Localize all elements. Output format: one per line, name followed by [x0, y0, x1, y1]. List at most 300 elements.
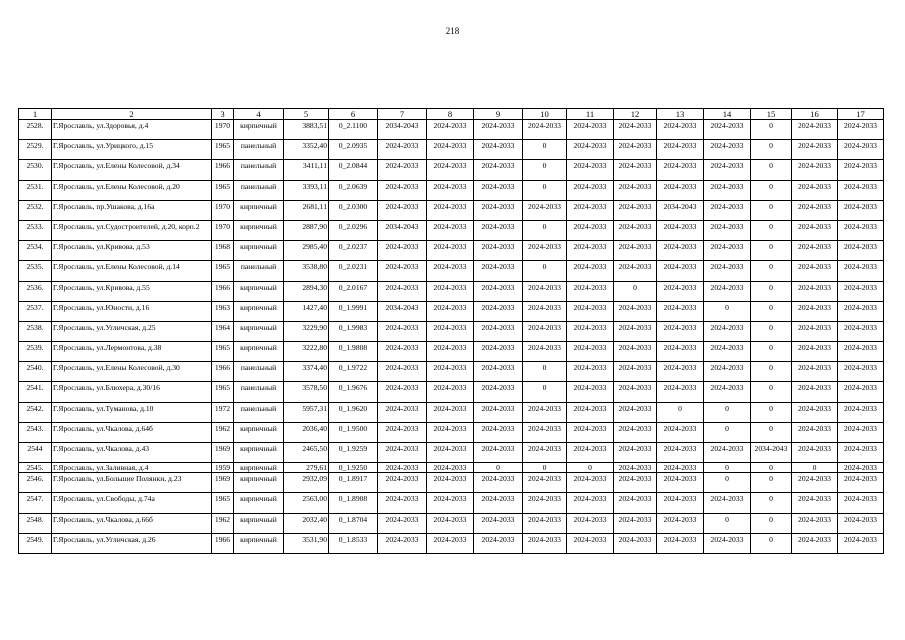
table-cell: 2024-2033: [838, 422, 884, 442]
column-header-10: 10: [523, 109, 567, 120]
page-number: 218: [445, 26, 460, 36]
table-cell: 2024-2033: [378, 281, 427, 301]
table-cell: 2024-2033: [838, 513, 884, 533]
table-cell: 2024-2033: [567, 402, 614, 422]
table-cell: 2024-2033: [704, 261, 751, 281]
table-cell: 2024-2033: [792, 513, 838, 533]
table-cell: 1970: [212, 120, 234, 140]
table-cell: 0_1.8908: [329, 493, 378, 513]
table-cell: 2024-2033: [427, 463, 474, 473]
table-cell: 0_1.8533: [329, 533, 378, 553]
table-cell: 0_1.9722: [329, 362, 378, 382]
table-cell: 2024-2033: [657, 533, 704, 553]
table-cell: кирпичный: [234, 301, 284, 321]
table-cell: 2024-2033: [427, 241, 474, 261]
address-cell: Г.Ярославль, ул.Заливная, д.4: [52, 463, 212, 473]
table-cell: 1965: [212, 261, 234, 281]
table-cell: 2024-2033: [704, 321, 751, 341]
table-row: [19, 422, 884, 442]
table-cell: 2535.: [19, 261, 52, 281]
table-cell: 0: [792, 463, 838, 473]
table-cell: 2024-2033: [838, 342, 884, 362]
table-row: [19, 241, 884, 261]
table-cell: 0_2.1100: [329, 120, 378, 140]
table-cell: 2024-2033: [523, 120, 567, 140]
table-cell: 2024-2033: [704, 220, 751, 240]
table-cell: 2024-2033: [838, 261, 884, 281]
table-cell: 2024-2033: [474, 200, 523, 220]
address-cell: Г.Ярославль, ул.Елены Колесовой, д.30: [52, 362, 212, 382]
table-cell: кирпичный: [234, 422, 284, 442]
table-cell: 2542.: [19, 402, 52, 422]
table-cell: 2024-2033: [567, 533, 614, 553]
column-header-1: 1: [19, 109, 52, 120]
table-cell: 2024-2033: [657, 180, 704, 200]
table-cell: 2024-2033: [523, 402, 567, 422]
table-cell: 2024-2033: [427, 321, 474, 341]
table-cell: 2024-2033: [657, 241, 704, 261]
table-cell: 2024-2033: [657, 160, 704, 180]
table-cell: 2024-2033: [427, 513, 474, 533]
table-cell: 2024-2033: [838, 140, 884, 160]
table-cell: 2024-2033: [792, 200, 838, 220]
table-cell: 0: [523, 180, 567, 200]
table-cell: 1963: [212, 301, 234, 321]
table-cell: 2024-2033: [792, 443, 838, 463]
table-cell: 1965: [212, 493, 234, 513]
table-body: [19, 120, 884, 554]
table-cell: 2024-2033: [427, 200, 474, 220]
table-cell: 2024-2033: [657, 362, 704, 382]
table-cell: 0_1.9259: [329, 443, 378, 463]
table-cell: 0: [523, 362, 567, 382]
table-cell: 0_2.0844: [329, 160, 378, 180]
table-cell: 2024-2033: [792, 321, 838, 341]
table-row: [19, 493, 884, 513]
table-cell: 2024-2033: [474, 342, 523, 362]
table-cell: 2024-2033: [523, 200, 567, 220]
table-cell: 2024-2033: [567, 493, 614, 513]
table-cell: 2024-2033: [657, 342, 704, 362]
table-cell: 2024-2033: [378, 362, 427, 382]
column-header-6: 6: [329, 109, 378, 120]
table-cell: 2036,40: [284, 422, 329, 442]
table-cell: 2024-2033: [614, 533, 657, 553]
table-cell: 2024-2033: [523, 342, 567, 362]
table-cell: 2024-2033: [657, 443, 704, 463]
table-cell: 2529.: [19, 140, 52, 160]
table-cell: 2024-2033: [792, 382, 838, 402]
table-cell: 3411,11: [284, 160, 329, 180]
table-cell: 0: [751, 382, 792, 402]
table-cell: 2034-2043: [378, 120, 427, 140]
table-cell: 2024-2033: [378, 422, 427, 442]
table-cell: 2024-2033: [427, 422, 474, 442]
table-cell: 2024-2033: [378, 200, 427, 220]
table-cell: 2024-2033: [792, 402, 838, 422]
table-cell: 2887,90: [284, 220, 329, 240]
table-cell: 0: [751, 362, 792, 382]
address-cell: Г.Ярославль, ул.Угличская, д.26: [52, 533, 212, 553]
table-cell: 3578,50: [284, 382, 329, 402]
table-cell: 2024-2033: [792, 160, 838, 180]
column-header-17: 17: [838, 109, 884, 120]
table-row: [19, 261, 884, 281]
table-cell: 2894,30: [284, 281, 329, 301]
table-cell: 2024-2033: [523, 422, 567, 442]
table-cell: 2024-2033: [523, 473, 567, 493]
table-row: [19, 463, 884, 473]
table-cell: 2024-2033: [614, 180, 657, 200]
table-cell: 2024-2033: [614, 443, 657, 463]
table-cell: 2024-2033: [614, 120, 657, 140]
table-cell: 2024-2033: [523, 513, 567, 533]
table-cell: 2024-2033: [657, 463, 704, 473]
table-cell: 0: [704, 301, 751, 321]
table-cell: 2024-2033: [523, 533, 567, 553]
table-cell: 2024-2033: [704, 180, 751, 200]
table-cell: 2034-2043: [378, 220, 427, 240]
table-cell: 1962: [212, 513, 234, 533]
table-cell: 0: [751, 180, 792, 200]
table-cell: 2024-2033: [838, 301, 884, 321]
table-cell: 0: [523, 382, 567, 402]
table-cell: кирпичный: [234, 220, 284, 240]
table-cell: 2024-2033: [704, 342, 751, 362]
table-cell: 0: [751, 220, 792, 240]
table-cell: 0: [523, 140, 567, 160]
table-cell: 2532.: [19, 200, 52, 220]
table-cell: 2024-2033: [474, 473, 523, 493]
table-cell: 2024-2033: [657, 493, 704, 513]
table-cell: 2024-2033: [838, 493, 884, 513]
table-cell: кирпичный: [234, 473, 284, 493]
table-cell: 0: [751, 342, 792, 362]
table-cell: 0: [523, 220, 567, 240]
table-cell: 2539.: [19, 342, 52, 362]
table-cell: 2024-2033: [378, 402, 427, 422]
table-cell: 0_1.9250: [329, 463, 378, 473]
table-cell: 2024-2033: [614, 402, 657, 422]
table-cell: 2024-2033: [657, 422, 704, 442]
table-cell: 2024-2033: [427, 342, 474, 362]
table-cell: 2024-2033: [704, 493, 751, 513]
address-cell: Г.Ярославль, ул.Елены Колесовой, д.20: [52, 180, 212, 200]
table-cell: 1970: [212, 220, 234, 240]
table-cell: 2024-2033: [567, 473, 614, 493]
table-cell: 2024-2033: [614, 493, 657, 513]
table-cell: 2024-2033: [838, 402, 884, 422]
table-cell: 2024-2033: [792, 342, 838, 362]
table-cell: 2537.: [19, 301, 52, 321]
table-cell: 2024-2033: [427, 140, 474, 160]
table-cell: 2024-2033: [614, 220, 657, 240]
table-cell: 2024-2033: [614, 422, 657, 442]
table-cell: 3229,90: [284, 321, 329, 341]
address-cell: Г.Ярославль, ул.Урицкого, д.15: [52, 140, 212, 160]
table-cell: кирпичный: [234, 321, 284, 341]
table-cell: 2024-2033: [523, 321, 567, 341]
table-cell: 2024-2033: [657, 140, 704, 160]
table-cell: 2024-2033: [704, 241, 751, 261]
table-cell: 2024-2033: [567, 200, 614, 220]
table-cell: 2024-2033: [614, 241, 657, 261]
table-cell: панельный: [234, 362, 284, 382]
table-cell: 0: [751, 402, 792, 422]
table-cell: кирпичный: [234, 281, 284, 301]
table-cell: 2024-2033: [657, 120, 704, 140]
table-cell: кирпичный: [234, 463, 284, 473]
table-cell: 3538,80: [284, 261, 329, 281]
table-cell: 2024-2033: [792, 473, 838, 493]
table-row: [19, 362, 884, 382]
table-cell: 2024-2033: [838, 382, 884, 402]
table-cell: 2024-2033: [567, 342, 614, 362]
table-cell: 2024-2033: [614, 463, 657, 473]
table-cell: 2024-2033: [427, 443, 474, 463]
table-cell: 1969: [212, 473, 234, 493]
table-cell: 2533.: [19, 220, 52, 240]
table-cell: 0_2.0237: [329, 241, 378, 261]
table-cell: 0_1.8704: [329, 513, 378, 533]
table-cell: 2024-2033: [474, 422, 523, 442]
address-cell: Г.Ярославль, ул.Туманова, д.10: [52, 402, 212, 422]
table-cell: 0: [523, 261, 567, 281]
table-cell: 0: [751, 422, 792, 442]
address-cell: Г.Ярославль, ул.Елены Колесовой, д.14: [52, 261, 212, 281]
table-cell: 3531,90: [284, 533, 329, 553]
table-cell: 1966: [212, 362, 234, 382]
table-cell: 2024-2033: [567, 120, 614, 140]
table-cell: 0: [704, 422, 751, 442]
table-cell: 2024-2033: [567, 422, 614, 442]
table-cell: 2024-2033: [792, 301, 838, 321]
table-cell: 2024-2033: [704, 281, 751, 301]
table-cell: 0_1.9808: [329, 342, 378, 362]
table-cell: 2024-2033: [567, 140, 614, 160]
table-cell: 2465,50: [284, 443, 329, 463]
table-cell: 1965: [212, 382, 234, 402]
table-cell: 2024-2033: [427, 402, 474, 422]
table-cell: 2985,40: [284, 241, 329, 261]
table-cell: 2024-2033: [378, 533, 427, 553]
table-cell: 2024-2033: [838, 443, 884, 463]
column-header-14: 14: [704, 109, 751, 120]
table-row: [19, 513, 884, 533]
table-cell: 2024-2033: [427, 120, 474, 140]
table-cell: 1959: [212, 463, 234, 473]
table-cell: 2024-2033: [792, 120, 838, 140]
table-cell: 2024-2033: [614, 513, 657, 533]
table-cell: 2024-2033: [704, 200, 751, 220]
address-cell: Г.Ярославль, ул.Чкалова, д.66б: [52, 513, 212, 533]
table-row: [19, 140, 884, 160]
table-cell: 2549.: [19, 533, 52, 553]
table-cell: 2024-2033: [567, 180, 614, 200]
table-cell: 2024-2033: [614, 160, 657, 180]
table-cell: 2024-2033: [378, 160, 427, 180]
table-cell: 0: [523, 463, 567, 473]
address-cell: Г.Ярославль, ул.Судостроителей, д.20, корп.2: [52, 220, 212, 240]
table-cell: 3352,40: [284, 140, 329, 160]
address-cell: Г.Ярославль, ул.Большие Полянки, д.23: [52, 473, 212, 493]
table-row: [19, 200, 884, 220]
table-cell: панельный: [234, 261, 284, 281]
table-row: [19, 120, 884, 140]
table-cell: 2024-2033: [614, 321, 657, 341]
table-cell: панельный: [234, 382, 284, 402]
table-cell: 2024-2033: [427, 382, 474, 402]
table-cell: 2024-2033: [792, 493, 838, 513]
table-cell: 2024-2033: [523, 241, 567, 261]
table-cell: 2024-2033: [838, 200, 884, 220]
table-cell: 2024-2033: [567, 513, 614, 533]
table-cell: 2024-2033: [378, 513, 427, 533]
table-cell: 2563,00: [284, 493, 329, 513]
table-cell: 2024-2033: [704, 120, 751, 140]
table-cell: 1969: [212, 443, 234, 463]
table-cell: 2024-2033: [427, 493, 474, 513]
table-cell: панельный: [234, 402, 284, 422]
table-cell: 2024-2033: [427, 281, 474, 301]
column-header-8: 8: [427, 109, 474, 120]
table-cell: 2024-2033: [523, 301, 567, 321]
table-cell: 0: [704, 402, 751, 422]
table-cell: 2034-2043: [657, 200, 704, 220]
address-cell: Г.Ярославль, ул.Блюхера, д.30/16: [52, 382, 212, 402]
table-cell: 0_1.9500: [329, 422, 378, 442]
table-cell: 2024-2033: [838, 241, 884, 261]
table-cell: 2024-2033: [838, 180, 884, 200]
column-header-5: 5: [284, 109, 329, 120]
table-cell: 2541.: [19, 382, 52, 402]
table-cell: 2024-2033: [427, 180, 474, 200]
table-cell: 0: [751, 473, 792, 493]
table-cell: 0_1.9983: [329, 321, 378, 341]
table-cell: 0_2.0296: [329, 220, 378, 240]
table-cell: 2024-2033: [523, 281, 567, 301]
table-cell: 2024-2033: [614, 140, 657, 160]
table-cell: 2024-2033: [474, 120, 523, 140]
table-cell: кирпичный: [234, 200, 284, 220]
table-cell: 2024-2033: [378, 493, 427, 513]
table-cell: 2024-2033: [838, 362, 884, 382]
table-row: [19, 321, 884, 341]
address-cell: Г.Ярославль, ул.Кривова, д.53: [52, 241, 212, 261]
table-cell: кирпичный: [234, 533, 284, 553]
table-cell: 2024-2033: [378, 342, 427, 362]
table-row: [19, 220, 884, 240]
table-cell: 2540.: [19, 362, 52, 382]
table-cell: 2545.: [19, 463, 52, 473]
table-cell: 2024-2033: [838, 120, 884, 140]
table-cell: 2547.: [19, 493, 52, 513]
address-cell: Г.Ярославль, ул.Елены Колесовой, д.34: [52, 160, 212, 180]
table-cell: 2024-2033: [657, 382, 704, 402]
table-cell: 2024-2033: [792, 533, 838, 553]
table-cell: 2024-2033: [378, 321, 427, 341]
table-cell: 2024-2033: [838, 321, 884, 341]
table-cell: 0_2.0167: [329, 281, 378, 301]
table-cell: 0: [751, 140, 792, 160]
table-cell: 0: [751, 321, 792, 341]
table-cell: 2538.: [19, 321, 52, 341]
table-cell: 2528.: [19, 120, 52, 140]
table-cell: 0_1.9676: [329, 382, 378, 402]
table-cell: 1965: [212, 342, 234, 362]
table-cell: 2024-2033: [838, 463, 884, 473]
table-cell: 3222,80: [284, 342, 329, 362]
table-cell: 2024-2033: [614, 382, 657, 402]
table-cell: 1965: [212, 180, 234, 200]
table-cell: 0: [704, 463, 751, 473]
column-header-12: 12: [614, 109, 657, 120]
table-cell: 2024-2033: [614, 261, 657, 281]
table-cell: 2034-2043: [378, 301, 427, 321]
table-cell: 2024-2033: [704, 382, 751, 402]
table-cell: 0_2.0300: [329, 200, 378, 220]
address-cell: Г.Ярославль, ул.Чкалова, д.64б: [52, 422, 212, 442]
table-cell: кирпичный: [234, 513, 284, 533]
column-header-3: 3: [212, 109, 234, 120]
table-cell: 2536.: [19, 281, 52, 301]
table-cell: 2024-2033: [657, 220, 704, 240]
table-cell: 1427,40: [284, 301, 329, 321]
table-cell: 0_2.0639: [329, 180, 378, 200]
table-cell: 2024-2033: [474, 241, 523, 261]
table-cell: 2024-2033: [474, 513, 523, 533]
table-cell: 0_1.9620: [329, 402, 378, 422]
table-cell: 2024-2033: [792, 220, 838, 240]
table-cell: 2024-2033: [792, 281, 838, 301]
column-header-16: 16: [792, 109, 838, 120]
table-cell: 2024-2033: [474, 533, 523, 553]
table-cell: 2024-2033: [474, 301, 523, 321]
table-cell: 2932,09: [284, 473, 329, 493]
table-cell: 2024-2033: [657, 473, 704, 493]
table-cell: 2024-2033: [704, 140, 751, 160]
table-cell: 2024-2033: [378, 473, 427, 493]
table-cell: 2024-2033: [567, 241, 614, 261]
table-cell: 0: [614, 281, 657, 301]
table-cell: 2024-2033: [427, 261, 474, 281]
table-cell: 2024-2033: [792, 241, 838, 261]
table-cell: 2024-2033: [614, 473, 657, 493]
table-cell: 2024-2033: [614, 200, 657, 220]
table-cell: 2024-2033: [427, 160, 474, 180]
header-row: [19, 109, 884, 120]
table-cell: 0: [751, 533, 792, 553]
table-cell: панельный: [234, 140, 284, 160]
table-cell: 2024-2033: [378, 140, 427, 160]
table-cell: 2024-2033: [567, 160, 614, 180]
table-cell: 2024-2033: [474, 160, 523, 180]
table-cell: панельный: [234, 180, 284, 200]
table-cell: 2024-2033: [614, 362, 657, 382]
column-header-7: 7: [378, 109, 427, 120]
table-row: [19, 402, 884, 422]
table-cell: 0: [704, 513, 751, 533]
table-cell: панельный: [234, 160, 284, 180]
table-cell: кирпичный: [234, 443, 284, 463]
table-cell: 2530.: [19, 160, 52, 180]
address-cell: Г.Ярославль, пр.Ушакова, д.16а: [52, 200, 212, 220]
column-header-2: 2: [52, 109, 212, 120]
table-cell: 279,61: [284, 463, 329, 473]
table-cell: 2024-2033: [378, 463, 427, 473]
table-cell: 5957,31: [284, 402, 329, 422]
table-row: [19, 342, 884, 362]
